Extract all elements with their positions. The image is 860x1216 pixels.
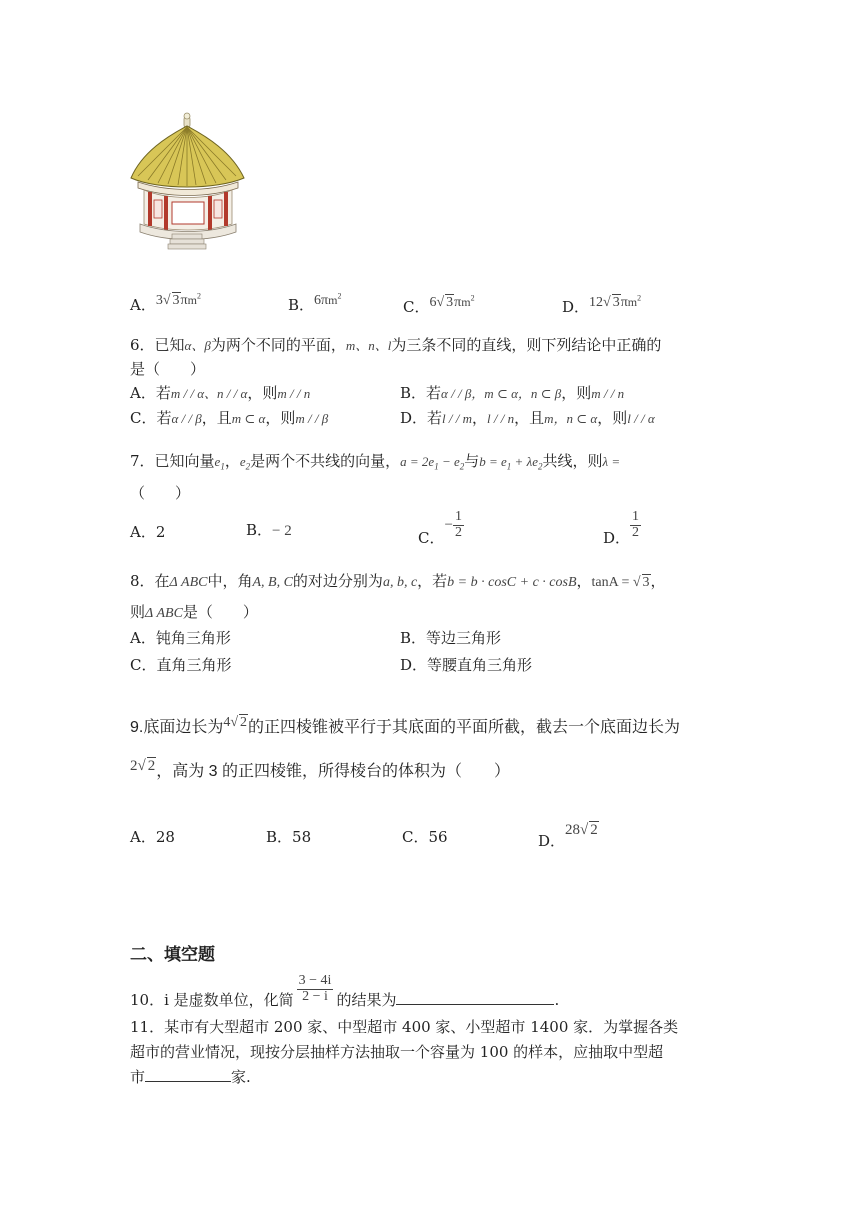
q7-option-d[interactable]: D． $\frac{1}{2}$ bbox=[603, 509, 640, 548]
q9-option-a[interactable]: A．28 bbox=[130, 828, 175, 846]
q8-stem-line2: 则Δ ABC是（ ） bbox=[130, 603, 258, 621]
q9-stem-line1: 9.底面边长为4√ 2的正四棱锥被平行于其底面的平面所截，截去一个底面边长为 bbox=[130, 715, 681, 736]
q9-option-c[interactable]: C．56 bbox=[402, 828, 448, 846]
q10-fraction: $\frac{3 - 4i}{2 - i}$ bbox=[298, 973, 332, 1004]
q9-option-b[interactable]: B．58 bbox=[266, 828, 312, 846]
q8-option-a[interactable]: A．钝角三角形 bbox=[130, 629, 231, 647]
q6-option-c[interactable]: C．若α / / β，且m ⊂ α，则m / / β bbox=[130, 409, 329, 427]
q7-option-c[interactable]: C．− $\frac{1}{2}$ bbox=[418, 509, 462, 548]
q11-line1: 11．某市有大型超市 200 家、中型超市 400 家、小型超市 1400 家．为掌握各类 bbox=[130, 1018, 679, 1036]
q10-stem: 10．i 是虚数单位，化简 $\frac{3 - 4i}{2 - i}$ 的结果为 . bbox=[130, 973, 560, 1010]
q10-answer-blank[interactable] bbox=[396, 990, 554, 1005]
q9-option-d[interactable]: D．28√ 2 bbox=[538, 822, 598, 850]
q6-option-d[interactable]: D．若l / / m，l / / n，且m，n ⊂ α，则l / / α bbox=[400, 409, 655, 427]
q11-line3: 市 家. bbox=[130, 1068, 251, 1086]
q9-stem-line2: 2√ 2，高为 3 的正四棱锥，所得棱台的体积为（ ） bbox=[130, 758, 511, 780]
q11-answer-blank[interactable] bbox=[145, 1067, 231, 1082]
q8-option-b[interactable]: B．等边三角形 bbox=[400, 629, 502, 647]
pavilion-illustration bbox=[128, 112, 250, 254]
q5-option-d[interactable]: D．12√ $3\pi m^2$ bbox=[562, 293, 642, 316]
q5-option-c[interactable]: C．6√ $3\pi m^2$ bbox=[403, 293, 475, 316]
q6-option-a[interactable]: A．若m / / α、n / / α，则m / / n bbox=[130, 384, 311, 402]
q5-option-b[interactable]: B．$6\pi m^2$ bbox=[288, 291, 342, 314]
q6-stem-line1: 6．已知α、β为两个不同的平面，m、n、l为三条不同的直线，则下列结论中正确的 bbox=[130, 336, 662, 354]
q6-stem-line2: 是（ ） bbox=[130, 360, 206, 378]
q5-option-a[interactable]: A．3√ $3\pi m^2$ bbox=[130, 291, 201, 314]
q7-stem-line1: 7．已知向量$e_1$，$e_2$是两个不共线的向量，$a = 2e_1 - e_2$与$b = e_1 + \lambda e_2$共线，则λ = bbox=[130, 452, 621, 472]
q8-option-d[interactable]: D．等腰直角三角形 bbox=[400, 656, 533, 674]
q6-option-b[interactable]: B．若α / / β，m ⊂ α，n ⊂ β，则m / / n bbox=[400, 384, 625, 402]
q7-option-b[interactable]: B．− 2 bbox=[246, 521, 292, 539]
q8-stem-line1: 8．在Δ ABC中，角A, B, C的对边分别为a, b, c，若b = b · cosC + c · cosB，tanA = √ 3， bbox=[130, 572, 666, 590]
q11-line2: 超市的营业情况，现按分层抽样方法抽取一个容量为 100 的样本，应抽取中型超 bbox=[130, 1043, 664, 1061]
q8-option-c[interactable]: C．直角三角形 bbox=[130, 656, 232, 674]
section-heading-fill-in: 二、填空题 bbox=[130, 945, 215, 965]
q7-stem-line2: （ ） bbox=[130, 484, 191, 502]
q7-option-a[interactable]: A．2 bbox=[130, 523, 166, 541]
